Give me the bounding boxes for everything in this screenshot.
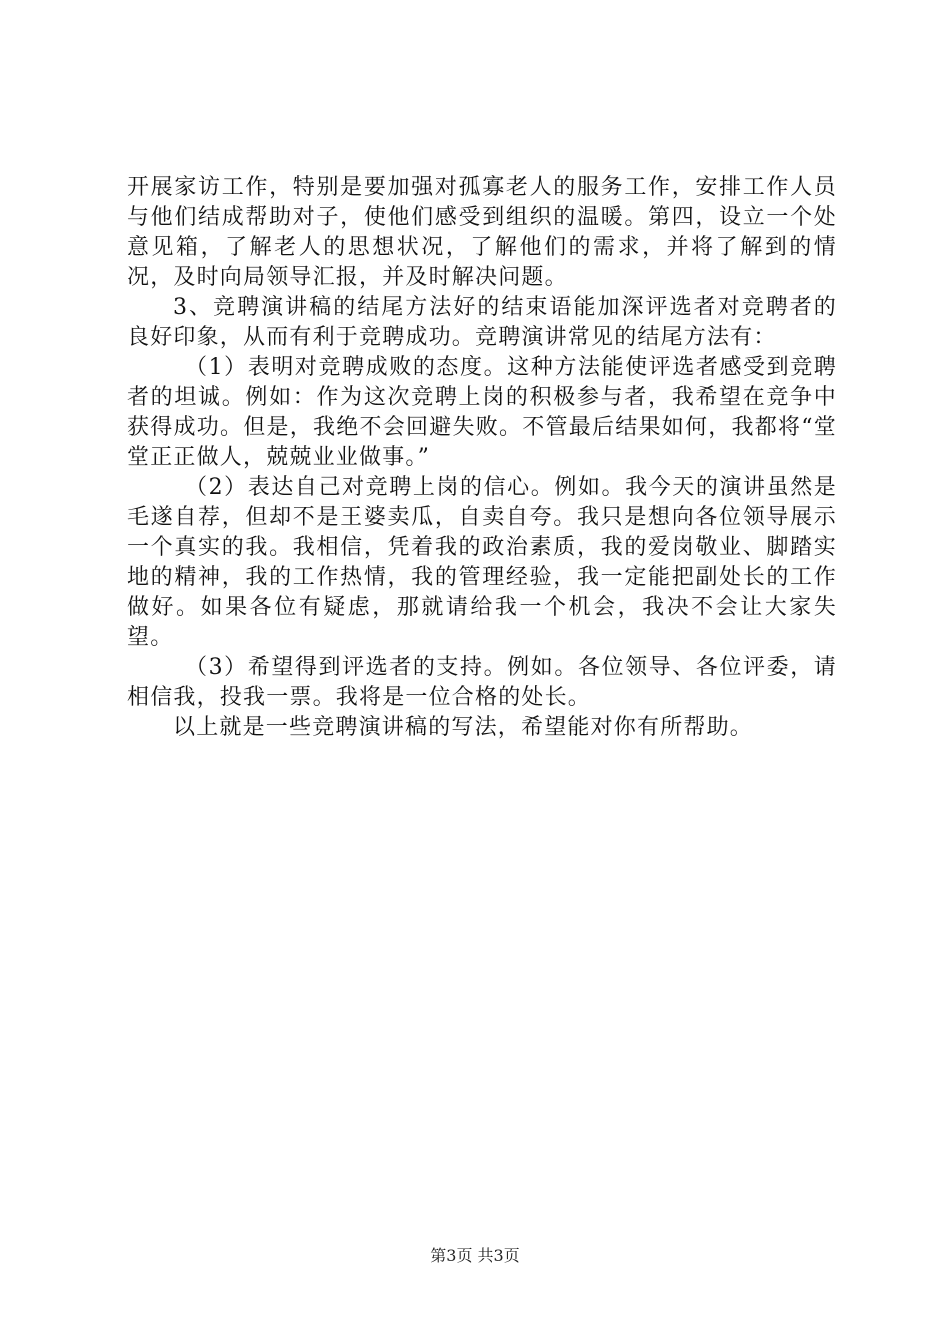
paragraph-item-3: （3）希望得到评选者的支持。例如。各位领导、各位评委，请相信我，投我一票。我将是一位合格的处长。 — [127, 655, 837, 710]
paragraph-section-3: 3、竞聘演讲稿的结尾方法好的结束语能加深评选者对竞聘者的良好印象，从而有利于竞聘成功。竞聘演讲常见的结尾方法有： — [127, 295, 837, 350]
paragraph-conclusion: 以上就是一些竞聘演讲稿的写法，希望能对你有所帮助。 — [173, 715, 754, 740]
paragraph-continuation: 开展家访工作，特别是要加强对孤寡老人的服务工作，安排工作人员与他们结成帮助对子，使他们感受到组织的温暖。第四，设立一个处意见箱，了解老人的思想状况，了解他们的需求，并将了解到的情况，及时向局领导汇报，并及时解决问题。 — [127, 175, 837, 290]
paragraph-item-2: （2）表达自己对竞聘上岗的信心。例如。我今天的演讲虽然是毛遂自荐，但却不是王婆卖瓜，自卖自夸。我只是想向各位领导展示一个真实的我。我相信，凭着我的政治素质，我的爱岗敬业、脚踏实地的精神，我的工作热情，我的管理经验，我一定能把副处长的工作做好。如果各位有疑虑，那就请给我一个机会，我决不会让大家失望。 — [127, 475, 837, 650]
paragraph-item-1: （1）表明对竞聘成败的态度。这种方法能使评选者感受到竞聘者的坦诚。例如：作为这次竞聘上岗的积极参与者，我希望在竞争中获得成功。但是，我绝不会回避失败。不管最后结果如何，我都将“堂堂正正做人，兢兢业业做事。” — [127, 355, 837, 470]
page-footer: 第3页 共3页 — [430, 1246, 520, 1265]
document-body — [127, 173, 837, 743]
